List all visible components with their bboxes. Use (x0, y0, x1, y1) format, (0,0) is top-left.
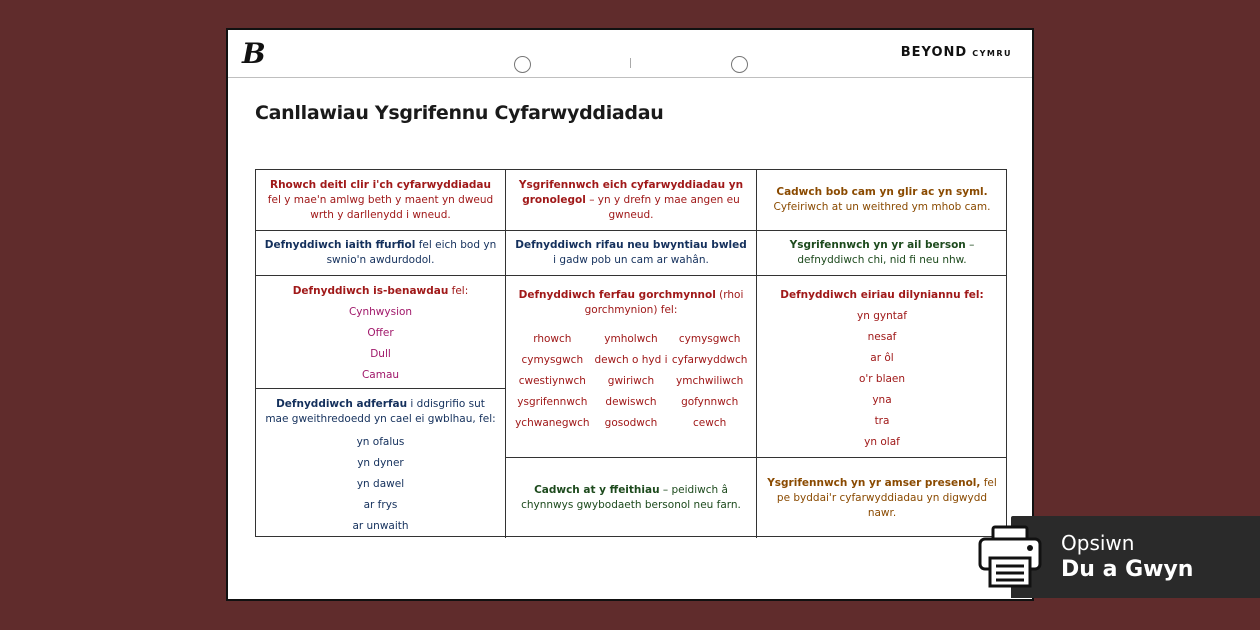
adverb-list (352, 435, 408, 534)
list-item: yn dawel (356, 478, 405, 490)
brand (901, 45, 1012, 60)
list-item: yn dyner (357, 457, 404, 469)
document-title: Canllawiau Ysgrifennu Cyfarwyddiadau (255, 102, 664, 124)
guidelines-table (255, 169, 1007, 537)
tip-bold: Cadwch at y ffeithiau (534, 484, 660, 496)
list-item: cymysgwch (678, 333, 741, 345)
tip-text: i ddisgrifio sut mae gweithredoedd yn cael ei gwblhau, fel: (265, 398, 496, 425)
tip-text: fel pe byddai'r cyfarwyddiadau yn digwydd nawr. (776, 476, 997, 519)
printer-icon[interactable] (970, 524, 1050, 590)
tip-bold: Defnyddiwch eiriau dilyniannu fel: (780, 289, 984, 301)
print-option-line2: Du a Gwyn (1061, 557, 1194, 582)
list-item: yn olaf (864, 436, 900, 448)
worksheet-preview (226, 28, 1034, 601)
list-item: cewch (693, 417, 727, 429)
brand-name: BEYOND (900, 45, 968, 60)
tip-chronological (506, 170, 757, 231)
list-item: yn ofalus (356, 436, 405, 448)
tip-text: i gadw pob un cam ar wahân. (553, 254, 709, 266)
list-item: gosodwch (604, 417, 658, 429)
tip-sequencing-words (757, 276, 1007, 458)
tip-text: fel eich bod yn swnio'n awdurdodol. (326, 239, 497, 266)
tip-bold: Rhowch deitl clir i'ch cyfarwyddiadau (269, 178, 491, 191)
tip-formal-language (256, 231, 506, 276)
tip-bold: Defnyddiwch iaith ffurfiol (264, 239, 416, 251)
tip-bold: Cadwch bob cam yn glir ac yn syml. (776, 186, 988, 198)
print-option-label[interactable] (1061, 530, 1193, 584)
list-item: cwestiynwch (518, 375, 586, 387)
list-item: Camau (361, 369, 400, 381)
list-item: yna (872, 394, 892, 406)
beyond-logo-icon: B (242, 37, 266, 70)
center-mark (630, 58, 631, 68)
subheading-list (349, 305, 412, 383)
tip-bold: Ysgrifennwch yn yr amser presenol, (767, 476, 981, 489)
verb-list (514, 332, 748, 431)
tip-text: (rhoi gorchmynion) fel: (584, 289, 744, 316)
list-item: ar frys (363, 499, 398, 511)
list-item: Dull (370, 348, 391, 360)
list-item: ychwanegwch (515, 417, 590, 429)
list-item: o'r blaen (858, 373, 906, 385)
tip-text: fel y mae'n amlwg beth y maent yn dweud wrth y darllenydd i wneud. (267, 193, 494, 221)
tip-text: fel: (448, 285, 469, 297)
list-item: gwiriwch (607, 375, 655, 387)
list-item: cymysgwch (521, 354, 584, 366)
tip-facts (506, 458, 757, 538)
tip-numbers-bullets (506, 231, 757, 276)
list-item: Cynhwysion (348, 306, 413, 318)
list-item: ymchwiliwch (676, 375, 744, 387)
tip-subheadings (256, 276, 506, 389)
print-option-line1: Opsiwn (1061, 531, 1135, 555)
list-item: dewiswch (605, 396, 657, 408)
tip-bold: Ysgrifennwch eich cyfarwyddiadau yn gronolegol (518, 178, 744, 206)
tip-second-person (757, 231, 1007, 276)
list-item: tra (874, 415, 890, 427)
list-item: ar unwaith (352, 520, 409, 532)
tip-text: – yn y drefn y mae angen eu gwneud. (585, 193, 740, 221)
list-item: ymholwch (604, 333, 658, 345)
tip-text: – defnyddiwch chi, nid fi neu nhw. (797, 239, 975, 266)
tip-bold: Defnyddiwch adferfau (276, 398, 408, 410)
tip-bold: Defnyddiwch ferfau gorchmynnol (518, 289, 716, 301)
punch-hole (514, 56, 531, 73)
tip-bold: Defnyddiwch is-benawdau (292, 285, 449, 297)
tip-adverbs (256, 389, 506, 538)
sequence-list (857, 309, 907, 450)
list-item: ar ôl (870, 352, 894, 364)
list-item: nesaf (867, 331, 897, 343)
punch-hole (731, 56, 748, 73)
list-item: dewch o hyd i (594, 354, 668, 366)
list-item: Offer (367, 327, 394, 339)
sheet-header (228, 30, 1032, 78)
list-item: ysgrifennwch (517, 396, 588, 408)
list-item: gofynnwch (681, 396, 739, 408)
list-item: rhowch (533, 333, 572, 345)
tip-clear-title (256, 170, 506, 231)
tip-text: Cyfeiriwch at un weithred ym mhob cam. (773, 201, 991, 213)
tip-clear-steps (757, 170, 1007, 231)
list-item: yn gyntaf (857, 310, 907, 322)
brand-sub: CYMRU (972, 49, 1012, 58)
tip-bold: Defnyddiwch rifau neu bwyntiau bwled (515, 239, 747, 251)
tip-imperative-verbs (506, 276, 757, 458)
list-item: cyfarwyddwch (671, 354, 748, 366)
tip-text: – peidiwch â chynnwys gwybodaeth bersonol neu farn. (521, 484, 741, 511)
tip-bold: Ysgrifennwch yn yr ail berson (789, 239, 966, 251)
